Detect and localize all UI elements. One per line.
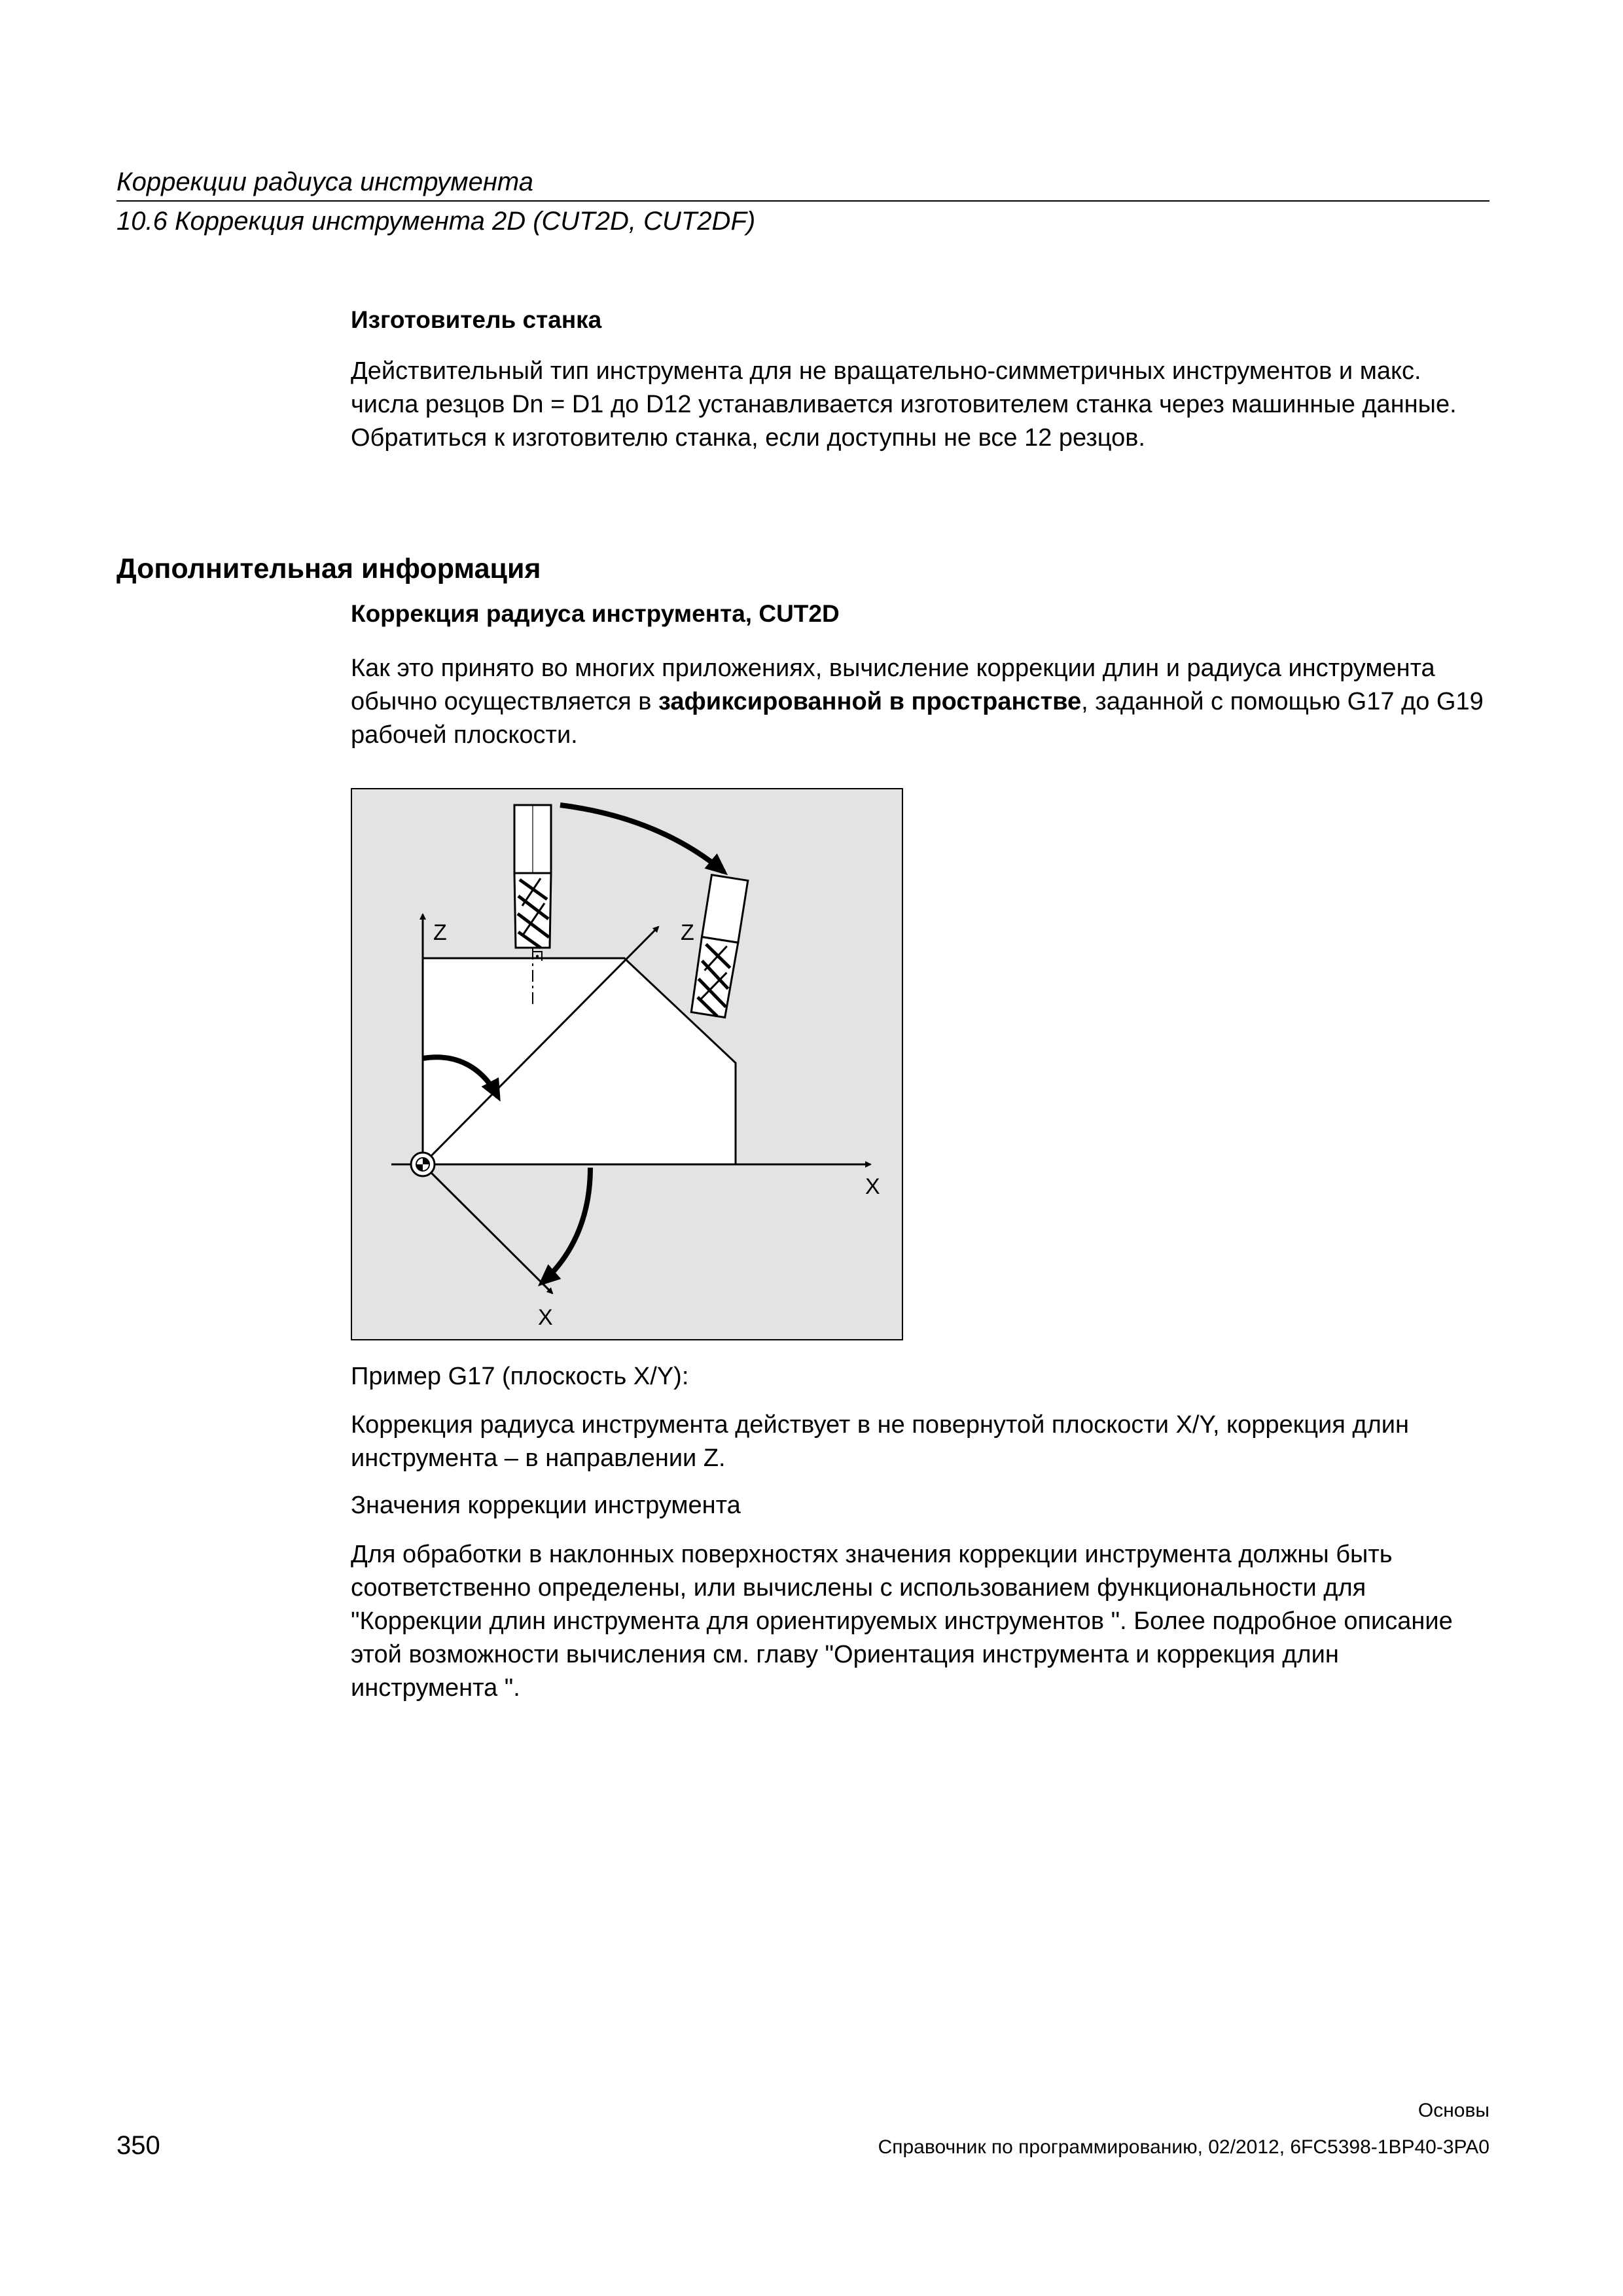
header-rule [116,200,1489,202]
x-axis-label: X [865,1174,880,1199]
plane-correction-text: Коррекция радиуса инструмента действует в не повернутой плоскости X/Y, коррекция длин инструмента – в направлении Z. [351,1411,1409,1472]
running-header-section: 10.6 Коррекция инструмента 2D (CUT2D, CUT2DF) [116,207,756,236]
intro-text-start: Как это принято во многих приложениях, вычисление коррекции длин и радиуса инструмента обычно осуществляется в [351,655,1435,715]
figure-caption: Пример G17 (плоскость X/Y): [351,1363,689,1390]
z-axis-label: Z [433,920,447,945]
running-header-chapter: Коррекции радиуса инструмента [116,168,533,196]
machine-maker-heading: Изготовитель станка [351,306,602,333]
cut2d-subheading: Коррекция радиуса инструмента, CUT2D [351,600,840,627]
rotated-x-axis-label: X [538,1305,553,1330]
intro-text-bold: зафиксированной в пространстве [658,688,1082,715]
cut2d-intro [351,652,1489,752]
page-number: 350 [116,2131,160,2160]
section-title: Дополнительная информация [116,553,541,584]
footer-doc-title: Основы [1418,2100,1489,2121]
inclined-surfaces-text: Для обработки в наклонных поверхностях значения коррекции инструмента должны быть соответственно определены, или вычислены с использованием функциональности для "Коррекции длин инструмента для ориентируемых инструментов ". Более подробное описание этой возможности вычисления см. главу "Ориентация инструмента и коррекция длин инструмента ". [351,1541,1453,1702]
rotated-z-axis-label: Z [681,920,694,945]
tool-orientation-figure [351,788,903,1340]
intro-text-end: , заданной с помощью G17 до G19 рабочей плоскости. [351,688,1484,749]
correction-values-title: Значения коррекции инструмента [351,1492,741,1519]
machine-maker-text: Действительный тип инструмента для не вращательно-симметричных инструментов и макс. числа резцов Dn = D1 до D12 устанавливается изготовителем станка через машинные данные. Обратиться к изготовителю станка, если доступны не все 12 резцов. [351,357,1457,452]
origin-icon [411,1153,435,1176]
footer-doc-ref: Справочник по программированию, 02/2012, 6FC5398-1BP40-3PA0 [878,2136,1489,2158]
